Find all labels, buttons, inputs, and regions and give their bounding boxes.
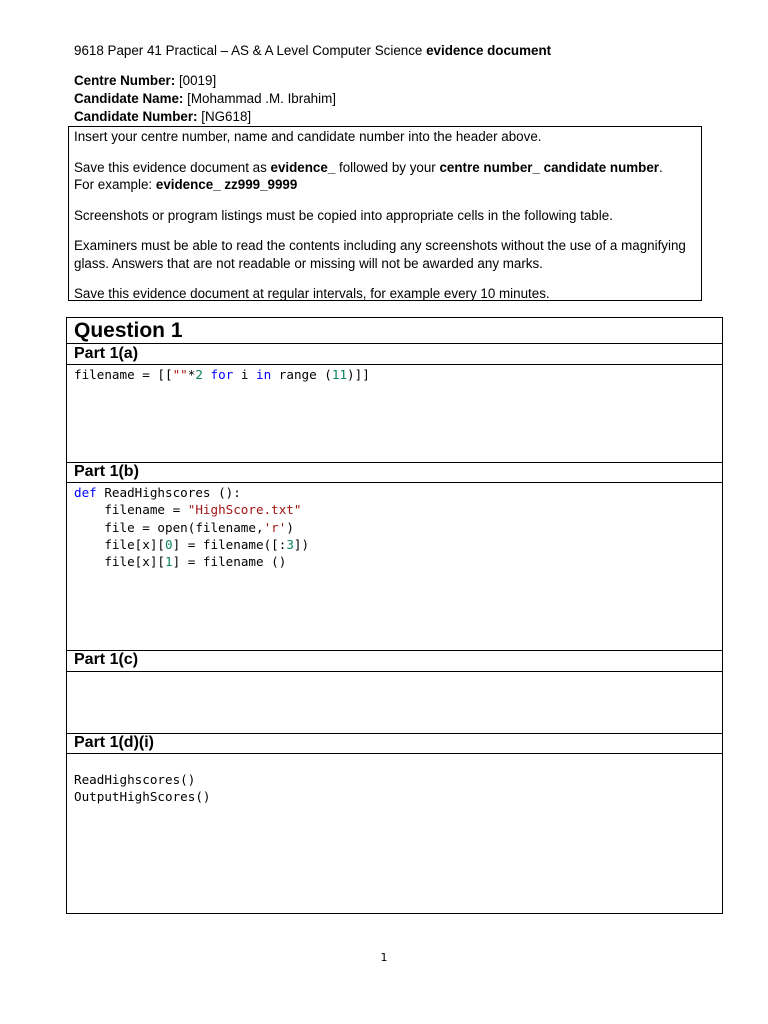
code-1a-number: 11 [331,367,348,382]
code-1a-string: "" [172,367,188,382]
centre-number-value: [0019] [178,73,217,88]
code-1b-string: 'r' [263,519,287,535]
instruction-screenshots: Screenshots or program listings must be copied into appropriate cells in the following table. [74,207,613,223]
part-1a-answer-cell[interactable] [67,364,722,462]
instruction-save-intervals: Save this evidence document at regular intervals, for example every 10 minutes. [74,286,550,301]
code-1b-number: 0 [165,536,173,552]
candidate-number-label: Candidate Number: [74,109,198,124]
code-1b-token: ] = filename () [172,554,287,570]
code-1b-token: ] = filename([: [172,536,287,552]
instruction-save-as [74,159,696,194]
part-1b-header-cell [67,462,722,482]
save-as-bold-centre: centre number_ candidate number [439,159,659,175]
instruction-header: Insert your centre number, name and candidate number into the header above. [74,129,542,144]
code-1b-token: ]) [293,536,310,552]
candidate-name-row [74,90,551,108]
part-1c-answer-cell[interactable] [67,671,722,733]
code-1a-token: range ( [271,367,332,382]
part-1a-header-cell [67,343,722,364]
part-1c-title: Part 1(c) [74,651,139,668]
code-1a [74,366,370,383]
document-title-bold: evidence document [426,43,552,58]
code-1b-token: file[x][ [74,536,165,552]
code-1a-token: i [233,367,257,382]
code-1b-number: 3 [286,536,294,552]
centre-number-row [74,72,551,90]
candidate-number-row [74,108,551,126]
question-title: Question 1 [74,319,183,342]
code-1b-keyword: def [74,485,97,500]
code-1b-string: "HighScore.txt" [187,502,302,518]
example-filename: evidence_ zz999_9999 [155,177,298,192]
code-1a-token [203,367,211,382]
part-1b-answer-cell[interactable] [67,482,722,650]
code-1di [74,771,210,806]
centre-number-label: Centre Number: [74,73,176,88]
candidate-name-label: Candidate Name: [74,91,184,106]
code-1b-token: file = open(filename, [74,519,264,535]
code-1a-token: filename = [[ [74,367,173,382]
code-1a-token: )]] [347,367,370,382]
document-title [74,42,551,60]
code-1a-token: * [187,367,196,382]
part-1a-title: Part 1(a) [74,345,139,362]
instruction-readability: Examiners must be able to read the contents including any screenshots without the use of a magnifying glass. Answers that are not readable or missing will not be awarded any marks. [74,238,686,271]
code-1b [74,484,309,570]
part-1di-title: Part 1(d)(i) [74,734,154,751]
save-as-period: . [659,159,663,175]
code-1b-token: file[x][ [74,554,165,570]
page-number: 1 [380,951,388,964]
candidate-name-value: [Mohammad .M. Ibrahim] [187,91,336,106]
part-1b-title: Part 1(b) [74,463,139,480]
code-1di-line: ReadHighscores() [74,772,196,787]
candidate-number-value: [NG618] [201,109,252,124]
part-1c-header-cell [67,650,722,671]
save-as-bold-evidence: evidence_ [270,159,336,175]
example-label: For example: [74,177,156,192]
code-1di-line: OutputHighScores() [74,789,211,805]
part-1di-header-cell [67,733,722,753]
instructions-box [68,126,702,301]
code-1a-keyword: in [256,367,272,382]
candidate-details [74,72,551,126]
code-1a-keyword: for [210,367,234,382]
part-1di-answer-cell[interactable] [67,753,722,914]
code-1b-token: ) [286,519,294,535]
question-title-cell [67,318,722,343]
save-as-text-2: followed by your [335,159,440,175]
code-1b-token: ReadHighscores (): [96,485,241,500]
code-1b-token: filename = [74,502,188,518]
code-1b-number: 1 [165,554,173,570]
evidence-table [66,317,723,914]
page-header [74,42,551,126]
save-as-text: Save this evidence document as [74,159,271,175]
document-title-prefix: 9618 Paper 41 Practical – AS & A Level Computer Science [74,43,427,58]
code-1a-number: 2 [195,367,203,382]
